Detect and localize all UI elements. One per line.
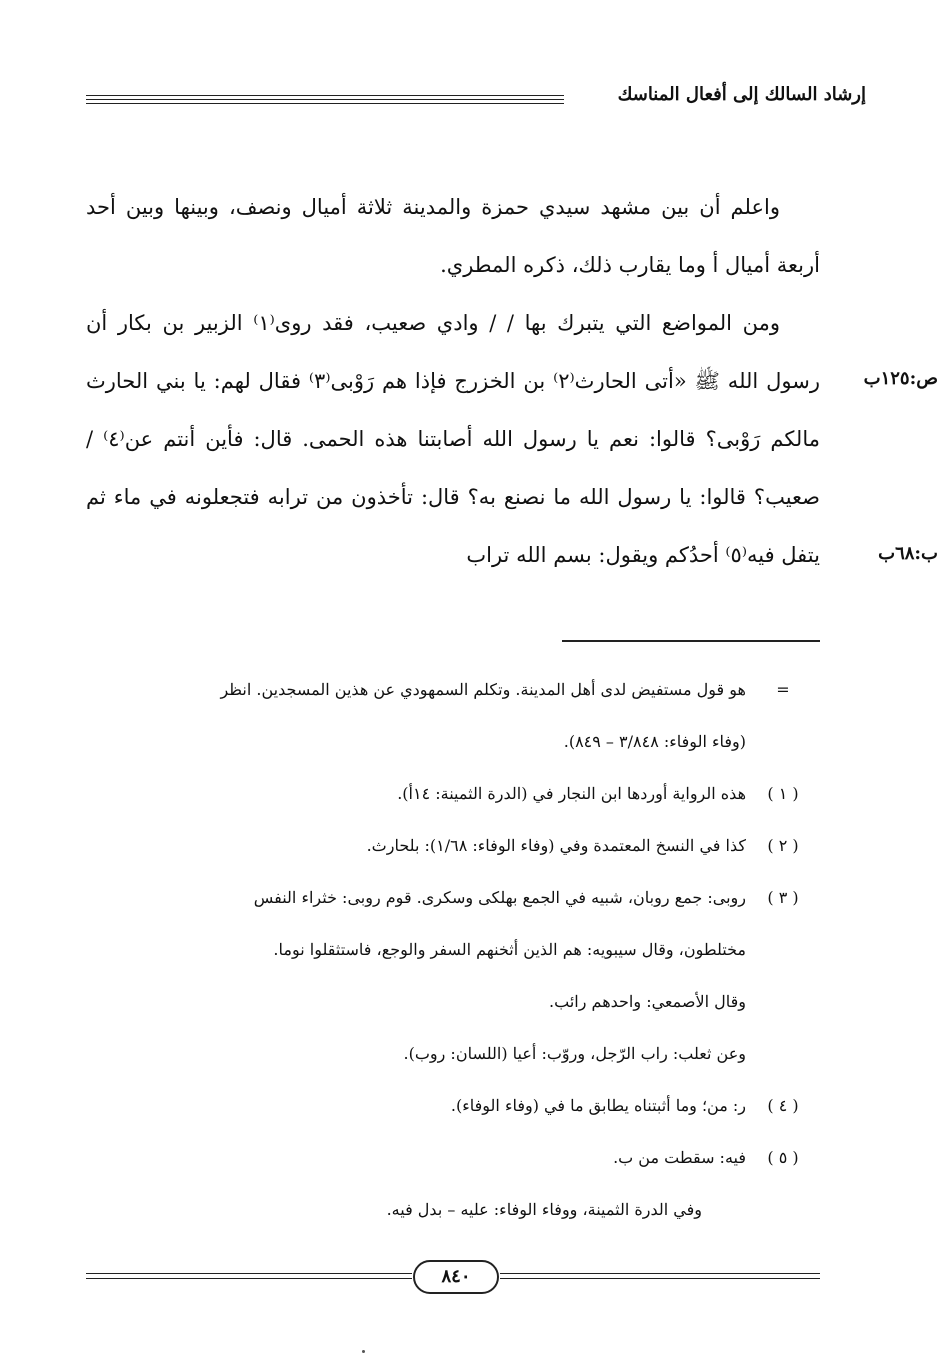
footnote bbox=[86, 1132, 820, 1184]
footnote-text: هو قول مستفيض لدى أهل المدينة. وتكلم السمهودي عن هذين المسجدين. انظر bbox=[220, 680, 746, 699]
footnote bbox=[86, 872, 820, 924]
footnote-number: ( ١ ) bbox=[767, 784, 799, 803]
footnote-number: ( ٢ ) bbox=[767, 836, 799, 855]
running-header-title: إرشاد السالك إلى أفعال المناسك bbox=[617, 84, 866, 105]
footnote-number: = bbox=[776, 680, 790, 699]
footnote bbox=[86, 820, 820, 872]
margin-reference: ب:٦٨ب bbox=[878, 543, 938, 564]
footnote-number: ( ٣ ) bbox=[767, 888, 799, 907]
footnote-continuation: وقال الأصمعي: واحدهم رائب. bbox=[549, 992, 746, 1011]
body-paragraph: ومن المواضع التي يتبرك بها / / وادي صعيب، فقد روى⁽١⁾ الزبير بن بكار أن رسول الله ﷺ «أتى الحارث⁽٢⁾ بن الخزرج فإذا هم رَوْبى⁽٣⁾ فقال لهم: يا بني الحارث مالكم رَوْبى؟ قالوا: نعم يا رسول الله أصابتنا هذه الحمى. قال: فأين أنتم عن⁽٤⁾ / صعيب؟ قالوا: يا رسول الله ما نصنع به؟ قال: تأخذون من ترابه فتجعلونه في ماء ثم يتفل فيه⁽٥⁾ أحدُكم ويقول: بسم الله تراب bbox=[86, 311, 820, 567]
footnote-continuation: مختلطون، وقال سيبويه: هم الذين أثخنهم السفر والوجع، فاستثقلوا نوما. bbox=[273, 940, 746, 959]
footnote-text: فيه: سقطت من ب. bbox=[613, 1148, 746, 1167]
footnotes bbox=[86, 664, 820, 1236]
page-number-rule bbox=[500, 1273, 820, 1274]
page-number: ٨٤٠ bbox=[413, 1260, 499, 1294]
scan-speck bbox=[362, 1350, 365, 1353]
running-header bbox=[86, 84, 866, 114]
footnote-text: كذا في النسخ المعتمدة وفي (وفاء الوفاء: ١/٦٨): بلحارث. bbox=[366, 836, 746, 855]
footnote-continuation: (وفاء الوفاء: ٣/٨٤٨ – ٨٤٩). bbox=[563, 732, 746, 751]
footnote-number: ( ٥ ) bbox=[767, 1148, 799, 1167]
footnote-text: روبى: جمع روبان، شبيه في الجمع بهلكى وسكرى. قوم روبى: خثراء النفس bbox=[253, 888, 746, 907]
body-text bbox=[86, 178, 820, 584]
page-number-rule bbox=[500, 1278, 820, 1279]
page-number-rule bbox=[86, 1278, 412, 1279]
header-rule bbox=[86, 99, 564, 100]
footnote-separator bbox=[562, 640, 820, 642]
body-paragraph: واعلم أن بين مشهد سيدي حمزة والمدينة ثلاثة أميال ونصف، وبينها وبين أحد أربعة أميال أ وما يقارب ذلك، ذكره المطري. bbox=[86, 195, 820, 277]
footnote bbox=[86, 1080, 820, 1132]
footnote-continuation: وعن ثعلب: راب الرّجل، وروّب: أعيا (اللسان: روب). bbox=[403, 1044, 746, 1063]
footnote-text: هذه الرواية أوردها ابن النجار في (الدرة الثمينة: ١٤أ). bbox=[397, 784, 746, 803]
footnote-continuation: وفي الدرة الثمينة، ووفاء الوفاء: عليه – بدل فيه. bbox=[386, 1200, 702, 1219]
footnote bbox=[86, 664, 820, 716]
footnote-number: ( ٤ ) bbox=[767, 1096, 799, 1115]
footnote-text: ر: من؛ وما أثبتناه يطابق ما في (وفاء الوفاء). bbox=[450, 1096, 746, 1115]
header-rule bbox=[86, 103, 564, 104]
page-number-rule bbox=[86, 1273, 412, 1274]
footnote bbox=[86, 768, 820, 820]
margin-reference: ص:١٢٥ب bbox=[863, 368, 938, 389]
header-rule bbox=[86, 95, 564, 96]
